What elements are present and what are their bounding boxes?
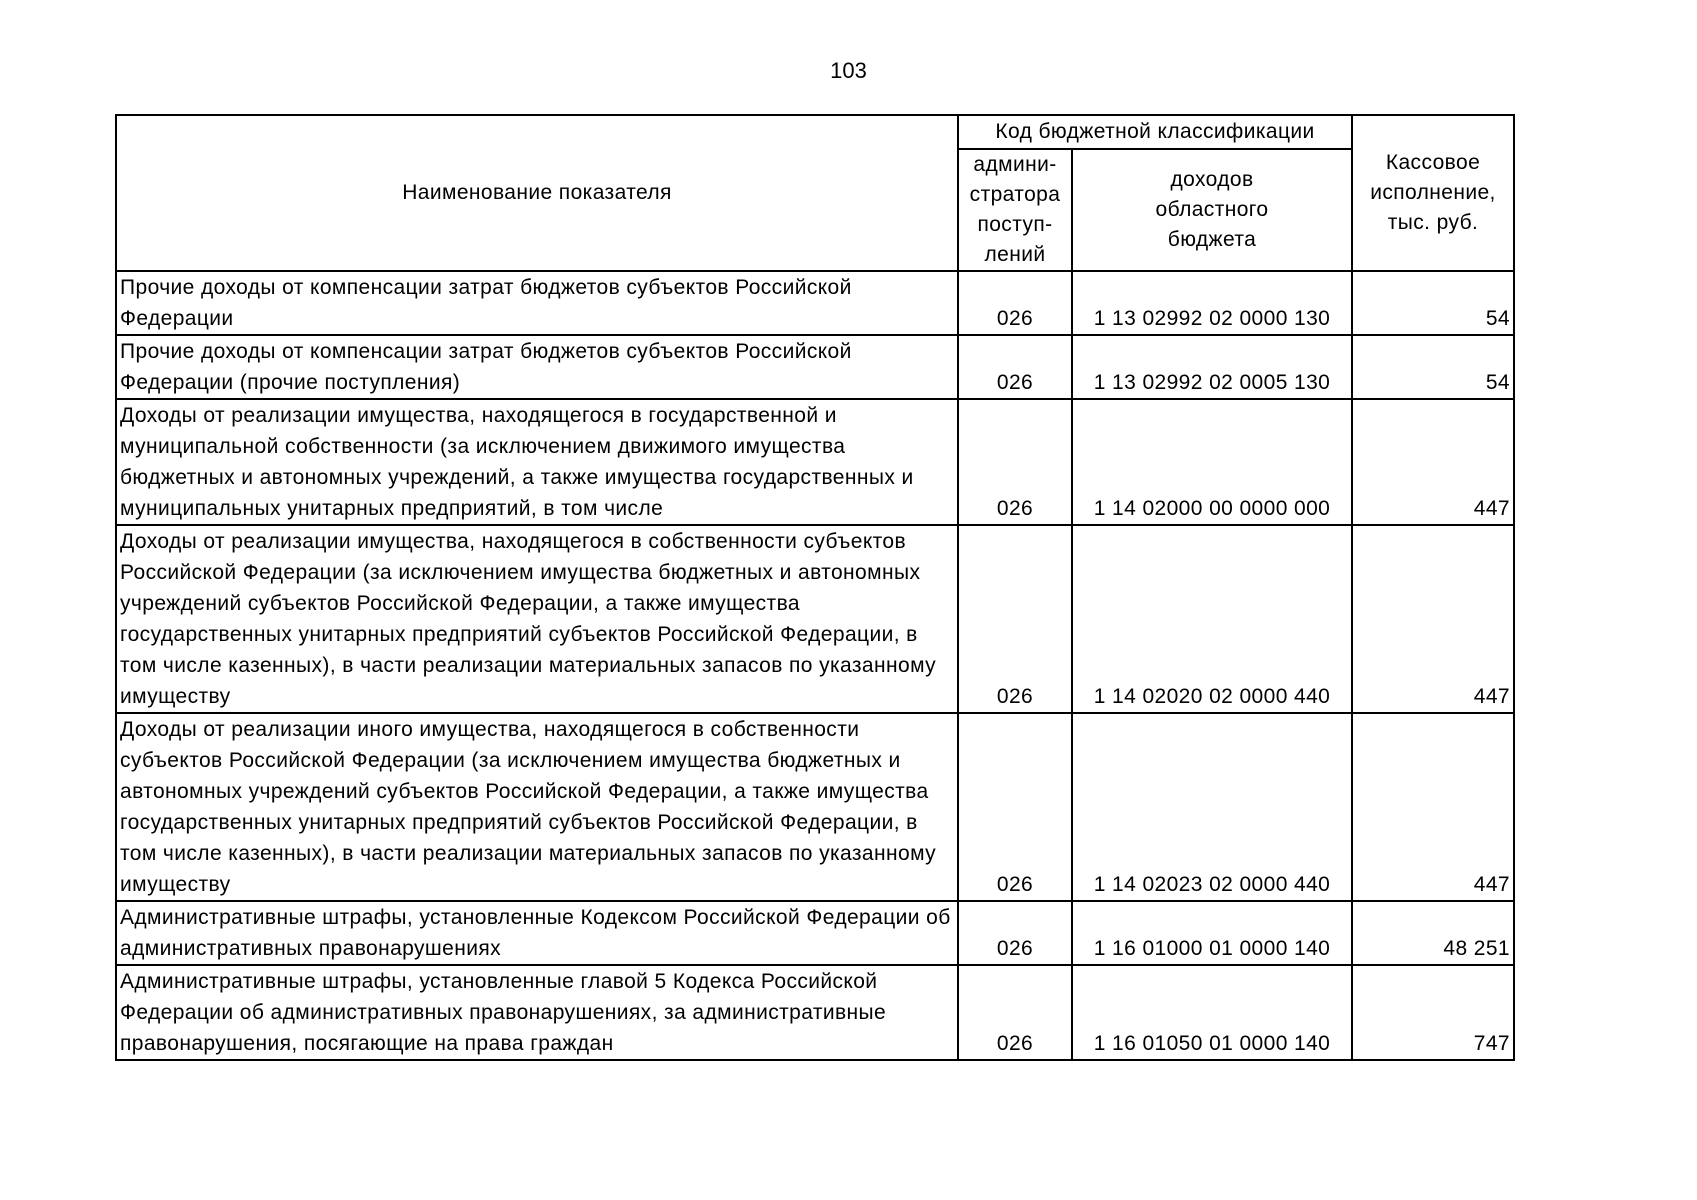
- row-amount: 447: [1352, 399, 1514, 525]
- table-body: [116, 271, 1514, 1060]
- header-amount: Кассовое исполнение, тыс. руб.: [1352, 115, 1514, 271]
- row-name: Прочие доходы от компенсации затрат бюджетов субъектов Российской Федерации (прочие поступления): [116, 335, 958, 399]
- row-amount: 747: [1352, 965, 1514, 1060]
- table-row: [116, 271, 1514, 335]
- row-income-code: 1 14 02020 02 0000 440: [1072, 525, 1352, 713]
- row-admin-code: 026: [958, 399, 1072, 525]
- row-name: Доходы от реализации имущества, находящегося в государственной и муниципальной собственности (за исключением движимого имущества бюджетных и автономных учреждений, а также имущества государственных и муниципальных унитарных предприятий, в том числе: [116, 399, 958, 525]
- header-name: Наименование показателя: [116, 115, 958, 271]
- row-name: Доходы от реализации иного имущества, находящегося в собственности субъектов Российской Федерации (за исключением имущества бюджетных и автономных учреждений субъектов Российской Федерации, а также имущества государственных унитарных предприятий субъектов Российской Федерации, в том числе казенных), в части реализации материальных запасов по указанному имуществу: [116, 713, 958, 901]
- row-admin-code: 026: [958, 901, 1072, 965]
- row-amount: 48 251: [1352, 901, 1514, 965]
- table-row: [116, 713, 1514, 901]
- header-code-group: Код бюджетной классификации: [958, 115, 1352, 149]
- row-admin-code: 026: [958, 525, 1072, 713]
- table-row: [116, 525, 1514, 713]
- row-admin-code: 026: [958, 271, 1072, 335]
- budget-table: [115, 114, 1515, 1061]
- table-row: [116, 901, 1514, 965]
- header-row-1: [116, 115, 1514, 149]
- row-amount: 54: [1352, 335, 1514, 399]
- table-row: [116, 399, 1514, 525]
- row-amount: 447: [1352, 525, 1514, 713]
- row-income-code: 1 13 02992 02 0005 130: [1072, 335, 1352, 399]
- row-amount: 447: [1352, 713, 1514, 901]
- table-row: [116, 335, 1514, 399]
- row-name: Доходы от реализации имущества, находящегося в собственности субъектов Российской Федерации (за исключением имущества бюджетных и автономных учреждений субъектов Российской Федерации, а также имущества государственных унитарных предприятий субъектов Российской Федерации, в том числе казенных), в части реализации материальных запасов по указанному имуществу: [116, 525, 958, 713]
- row-income-code: 1 13 02992 02 0000 130: [1072, 271, 1352, 335]
- row-admin-code: 026: [958, 965, 1072, 1060]
- header-income: доходов областного бюджета: [1072, 149, 1352, 271]
- row-admin-code: 026: [958, 713, 1072, 901]
- row-amount: 54: [1352, 271, 1514, 335]
- row-name: Административные штрафы, установленные Кодексом Российской Федерации об административных правонарушениях: [116, 901, 958, 965]
- row-name: Административные штрафы, установленные главой 5 Кодекса Российской Федерации об административных правонарушениях, за административные правонарушения, посягающие на права граждан: [116, 965, 958, 1060]
- row-income-code: 1 14 02023 02 0000 440: [1072, 713, 1352, 901]
- row-name: Прочие доходы от компенсации затрат бюджетов субъектов Российской Федерации: [116, 271, 958, 335]
- row-income-code: 1 14 02000 00 0000 000: [1072, 399, 1352, 525]
- header-admin: админи- стратора поступ- лений: [958, 149, 1072, 271]
- row-income-code: 1 16 01000 01 0000 140: [1072, 901, 1352, 965]
- page-number: 103: [830, 58, 867, 83]
- row-admin-code: 026: [958, 335, 1072, 399]
- row-income-code: 1 16 01050 01 0000 140: [1072, 965, 1352, 1060]
- table-row: [116, 965, 1514, 1060]
